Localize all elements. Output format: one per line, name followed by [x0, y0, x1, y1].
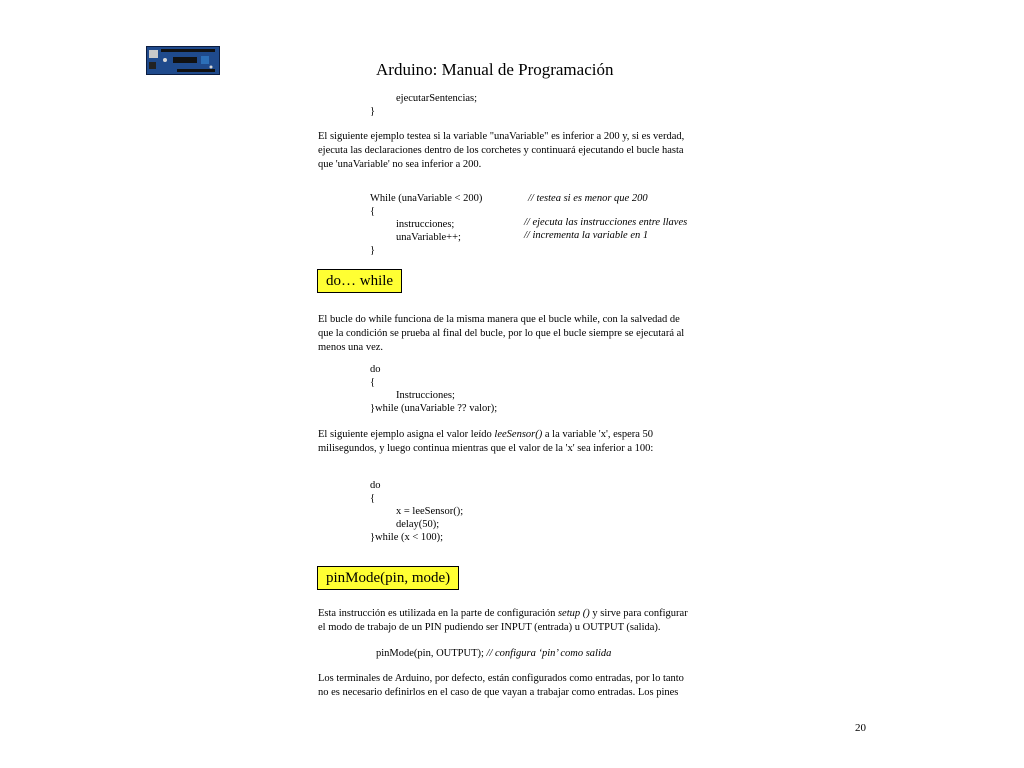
code-line: }while (x < 100);	[370, 532, 444, 543]
text-line: ejecuta las declaraciones dentro de los corchetes y continuará ejecutando el bucle hasta	[318, 145, 684, 156]
code-line: While (unaVariable < 200)	[370, 193, 483, 204]
section-heading-do-while: do… while	[317, 269, 402, 293]
code-comment: // configura ‘pin’ como salida	[486, 648, 612, 659]
paragraph-while-example	[318, 130, 684, 172]
code-line: pinMode(pin, OUTPUT); // configura ‘pin’ como salida	[376, 648, 612, 659]
text-line: Los terminales de Arduino, por defecto, están configurados como entradas, por lo tanto	[318, 673, 684, 684]
code-comment: // ejecuta las instrucciones entre llaves	[524, 217, 688, 228]
text-line: el modo de trabajo de un PIN pudiendo ser INPUT (entrada) u OUTPUT (salida).	[318, 622, 661, 633]
code-line: {	[370, 377, 376, 388]
paragraph-do-while	[318, 313, 684, 355]
text-line: que 'unaVariable' no sea inferior a 200.	[318, 159, 482, 170]
code-line: }	[370, 245, 376, 256]
code-line: }while (unaVariable ?? valor);	[370, 403, 498, 414]
text-line: El bucle do while funciona de la misma manera que el bucle while, con la salvedad de	[318, 314, 680, 325]
text-line: menos una vez.	[318, 342, 384, 353]
paragraph-pinmode	[318, 607, 688, 635]
text-line: Esta instrucción es utilizada en la parte de configuración setup () y sirve para configurar	[318, 608, 688, 619]
code-line: delay(50);	[396, 519, 440, 530]
section-heading-pinmode: pinMode(pin, mode)	[317, 566, 459, 590]
text-line: que la condición se prueba al final del bucle, por lo que el bucle siempre se ejecutará al	[318, 328, 685, 339]
text-line: no es necesario definirlos en el caso de que vayan a trabajar como entradas. Los pines	[318, 687, 679, 698]
code-comment: // testea si es menor que 200	[528, 193, 648, 204]
code-line: do	[370, 480, 381, 491]
text-line: El siguiente ejemplo testea si la variable "unaVariable" es inferior a 200 y, si es verdad,	[318, 131, 685, 142]
code-line: instrucciones;	[396, 219, 455, 230]
paragraph-pinmode-default	[318, 672, 684, 700]
code-line: x = leeSensor();	[396, 506, 464, 517]
arduino-board-icon	[146, 46, 220, 75]
code-line: }	[370, 106, 376, 117]
code-line: ejecutarSentencias;	[396, 93, 478, 104]
code-line: Instrucciones;	[396, 390, 455, 401]
code-comment: // incrementa la variable en 1	[524, 230, 649, 241]
emphasis: leeSensor()	[494, 429, 543, 440]
paragraph-do-while-example	[318, 428, 653, 456]
text-line: El siguiente ejemplo asigna el valor leído leeSensor() a la variable 'x', espera 50	[318, 429, 654, 440]
code-line: do	[370, 364, 381, 375]
page-title: Arduino: Manual de Programación	[376, 60, 614, 79]
page-number: 20	[855, 722, 866, 734]
code-line: {	[370, 206, 376, 217]
code-line: {	[370, 493, 376, 504]
text-line: milisegundos, y luego continua mientras que el valor de la 'x' sea inferior a 100:	[318, 443, 654, 454]
emphasis: setup ()	[557, 608, 590, 619]
code-line: unaVariable++;	[396, 232, 461, 243]
